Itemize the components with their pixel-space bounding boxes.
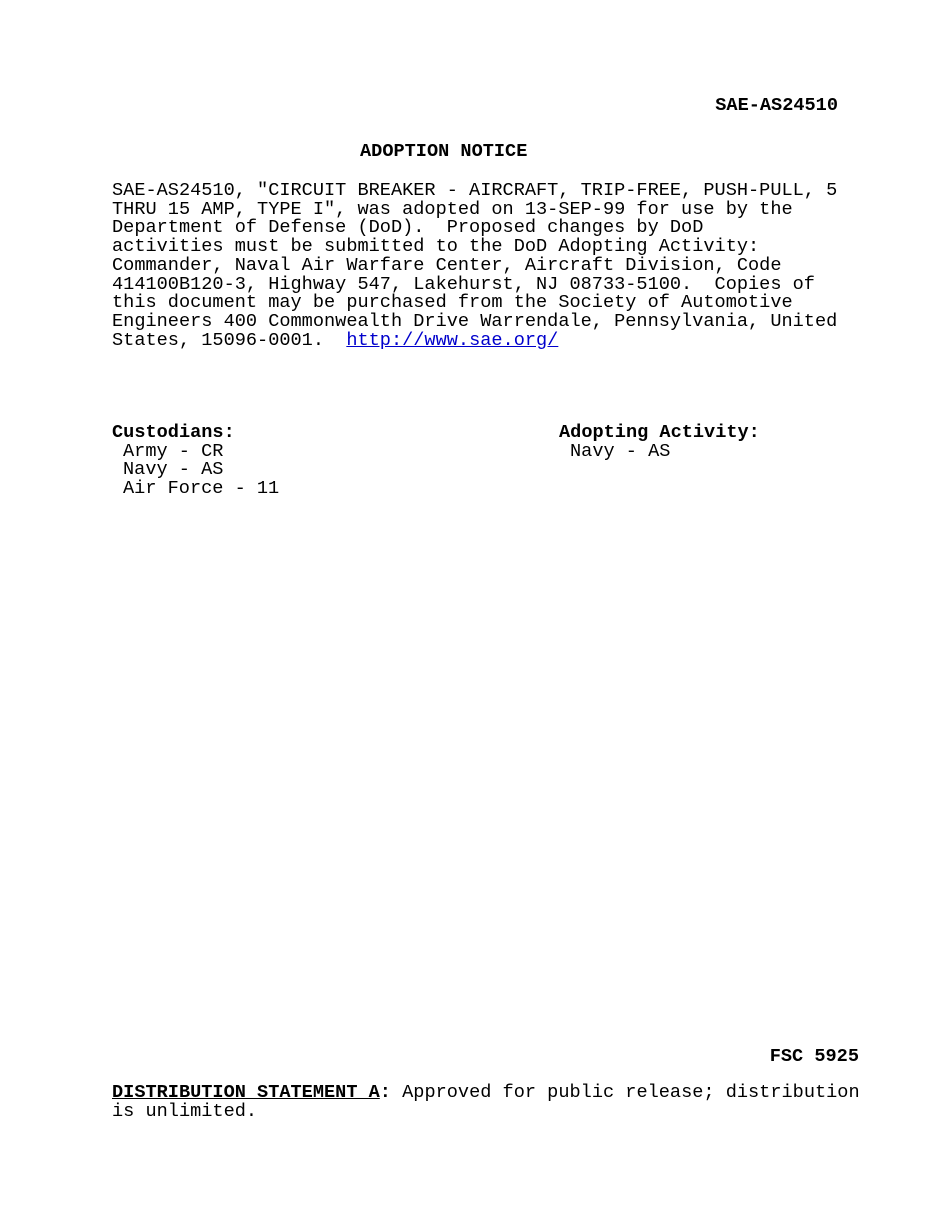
custodians-section xyxy=(112,424,279,499)
custodian-item: Air Force - 11 xyxy=(123,478,280,500)
document-number: SAE-AS24510 xyxy=(715,95,838,116)
distribution-line xyxy=(112,1084,872,1103)
distribution-line: is unlimited. xyxy=(112,1100,258,1122)
distribution-colon: : xyxy=(379,1082,391,1103)
body-line: this document may be purchased from the Society of Automotive xyxy=(112,292,793,314)
body-line: Commander, Naval Air Warfare Center, Aircraft Division, Code xyxy=(112,254,782,276)
custodian-item: Navy - AS xyxy=(123,459,224,481)
body-line-text: States, 15096-0001. xyxy=(112,329,347,351)
body-line: Engineers 400 Commonwealth Drive Warrendale, Pennsylvania, United xyxy=(112,310,838,332)
adoption-notice-body xyxy=(112,182,842,350)
body-line: 414100B120-3, Highway 547, Lakehurst, NJ 08733-5100. Copies of xyxy=(112,273,815,295)
fsc-code: FSC 5925 xyxy=(769,1046,859,1067)
adopting-activity-heading: Adopting Activity: xyxy=(559,422,760,443)
custodian-item: Army - CR xyxy=(123,440,224,462)
adopting-activity-item: Navy - AS xyxy=(570,440,671,462)
body-line: Department of Defense (DoD). Proposed changes by DoD xyxy=(112,217,704,239)
body-line: THRU 15 AMP, TYPE I", was adopted on 13-SEP-99 for use by the xyxy=(112,198,793,220)
distribution-text: Approved for public release; distribution xyxy=(390,1082,860,1103)
distribution-statement xyxy=(112,1084,872,1121)
custodians-heading: Custodians: xyxy=(112,422,235,443)
adopting-activity-section xyxy=(559,424,760,461)
body-line xyxy=(112,329,842,351)
body-line: activities must be submitted to the DoD Adopting Activity: xyxy=(112,236,760,258)
page-title: ADOPTION NOTICE xyxy=(360,141,528,162)
sae-website-link[interactable]: http://www.sae.org/ xyxy=(346,329,559,351)
distribution-label: DISTRIBUTION STATEMENT A xyxy=(112,1082,380,1103)
body-line: SAE-AS24510, "CIRCUIT BREAKER - AIRCRAFT, TRIP-FREE, PUSH-PULL, 5 xyxy=(112,180,838,201)
